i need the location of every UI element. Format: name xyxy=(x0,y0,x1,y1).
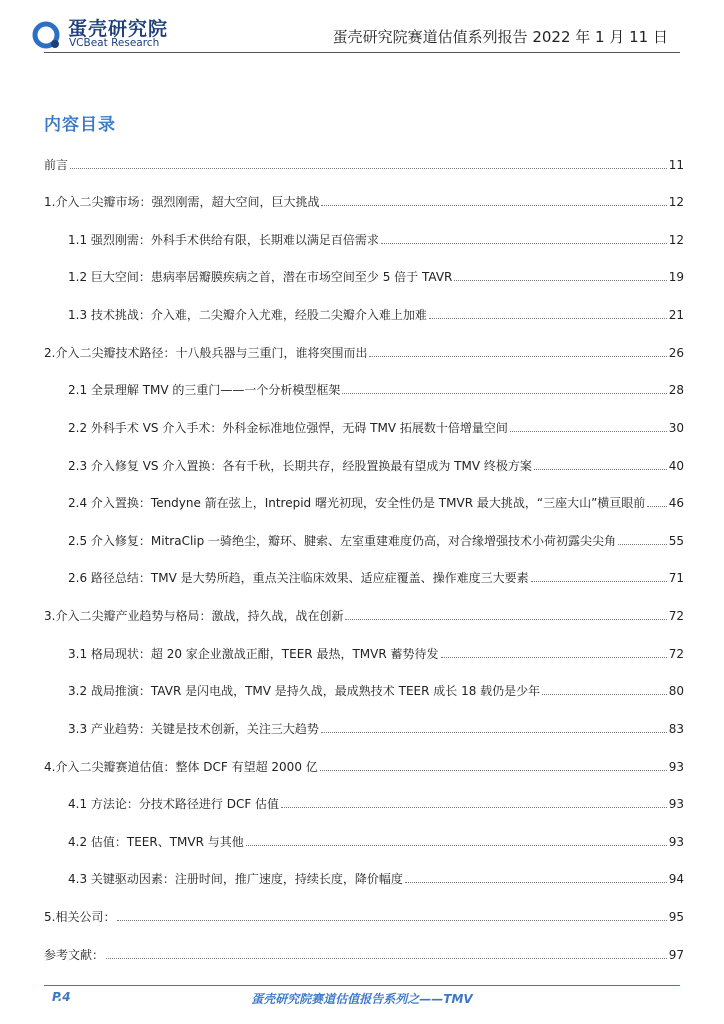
toc-entry-label: 2.3 介入修复 VS 介入置换：各有千秋，长期共存，经股置换最有望成为 TMV 终极方案 xyxy=(68,459,532,473)
toc-entry[interactable] xyxy=(68,682,684,700)
toc-leader-dots xyxy=(534,459,667,470)
toc-leader-dots xyxy=(246,835,667,846)
toc-entry[interactable] xyxy=(68,457,684,475)
toc-entry[interactable] xyxy=(68,381,684,399)
toc-entry[interactable] xyxy=(44,607,684,625)
toc-entry[interactable] xyxy=(44,758,684,776)
toc-leader-dots xyxy=(70,158,667,169)
toc-entry-label: 4.1 方法论：分技术路径进行 DCF 估值 xyxy=(68,797,280,811)
toc-entry[interactable] xyxy=(68,833,684,851)
toc-leader-dots xyxy=(117,910,666,921)
toc-entry-label: 3.1 格局现状：超 20 家企业激战正酣，TEER 最热，TMVR 蓄势待发 xyxy=(68,647,439,661)
toc-entry[interactable] xyxy=(68,494,684,512)
vcbeat-logo-icon xyxy=(32,20,62,50)
logo-chinese-name: 蛋壳研究院 xyxy=(68,18,169,40)
toc-entry-label: 3.介入二尖瓣产业趋势与格局：激战，持久战，战在创新 xyxy=(44,609,344,623)
toc-entry[interactable] xyxy=(68,532,684,550)
toc-entry-page: 28 xyxy=(668,383,684,397)
toc-entry[interactable] xyxy=(44,344,684,362)
toc-leader-dots xyxy=(342,383,666,394)
toc-entry-page: 19 xyxy=(668,270,684,284)
toc-leader-dots xyxy=(369,346,666,357)
toc-entry-label: 4.3 关键驱动因素：注册时间，推广速度，持续长度，降价幅度 xyxy=(68,872,403,886)
toc-entry-page: 46 xyxy=(668,496,684,510)
toc-entry[interactable] xyxy=(68,795,684,813)
footer-divider xyxy=(44,985,680,986)
toc-entry[interactable] xyxy=(68,268,684,286)
toc-entry-label: 2.4 介入置换：Tendyne 箭在弦上，Intrepid 曙光初现，安全性仍是 TMVR 最大挑战，“三座大山”横亘眼前 xyxy=(68,496,646,510)
toc-entry[interactable] xyxy=(44,156,684,174)
toc-entry-page: 93 xyxy=(668,760,684,774)
toc-leader-dots xyxy=(281,797,667,808)
toc-entry-page: 21 xyxy=(668,308,684,322)
toc-leader-dots xyxy=(510,421,667,432)
toc-entry-label: 4.2 估值：TEER、TMVR 与其他 xyxy=(68,835,244,849)
toc-entry-page: 26 xyxy=(668,346,684,360)
toc-leader-dots xyxy=(405,872,667,883)
toc-entry[interactable] xyxy=(68,870,684,888)
toc-leader-dots xyxy=(647,496,666,507)
toc-leader-dots xyxy=(321,195,666,206)
toc-entry[interactable] xyxy=(44,193,684,211)
toc-entry-label: 前言 xyxy=(44,158,69,172)
toc-entry-label: 2.介入二尖瓣技术路径：十八般兵器与三重门，谁将突围而出 xyxy=(44,346,368,360)
toc-title: 内容目录 xyxy=(44,115,116,135)
toc-leader-dots xyxy=(321,722,667,733)
toc-entry-page: 12 xyxy=(668,195,684,209)
report-title: 蛋壳研究院赛道估值系列报告 2022 年 1 月 11 日 xyxy=(332,28,668,46)
toc-entry-page: 72 xyxy=(668,609,684,623)
toc-entry-label: 4.介入二尖瓣赛道估值：整体 DCF 有望超 2000 亿 xyxy=(44,760,318,774)
toc-entry-label: 1.3 技术挑战：介入难，二尖瓣介入尤难，经股二尖瓣介入难上加难 xyxy=(68,308,427,322)
toc-entry-label: 2.6 路径总结：TMV 是大势所趋，重点关注临床效果、适应症覆盖、操作难度三大要素 xyxy=(68,571,529,585)
toc-entry-page: 93 xyxy=(668,797,684,811)
toc-entry-page: 80 xyxy=(668,684,684,698)
toc-entry-label: 2.1 全景理解 TMV 的三重门——一个分析模型框架 xyxy=(68,383,341,397)
toc-entry-page: 11 xyxy=(668,158,684,172)
toc-leader-dots xyxy=(381,233,667,244)
toc-entry-page: 72 xyxy=(668,647,684,661)
toc-entry-label: 5.相关公司： xyxy=(44,910,116,924)
toc-leader-dots xyxy=(429,308,667,319)
toc-entry-page: 94 xyxy=(668,872,684,886)
toc-entry-label: 1.2 巨大空间：患病率居瓣膜疾病之首，潜在市场空间至少 5 倍于 TAVR xyxy=(68,270,453,284)
toc-entry[interactable] xyxy=(44,908,684,926)
toc-leader-dots xyxy=(345,609,666,620)
toc-entry-page: 95 xyxy=(668,910,684,924)
toc-entry-page: 83 xyxy=(668,722,684,736)
toc-entry[interactable] xyxy=(68,645,684,663)
toc-entry-page: 97 xyxy=(668,948,684,962)
toc-entry-label: 参考文献： xyxy=(44,948,105,962)
toc-entry-label: 2.2 外科手术 VS 介入手术：外科金标准地位强悍，无碍 TMV 拓展数十倍增量空间 xyxy=(68,421,508,435)
toc-entry-label: 1.1 强烈刚需：外科手术供给有限，长期难以满足百倍需求 xyxy=(68,233,379,247)
toc-entry-page: 30 xyxy=(668,421,684,435)
logo-english-name: VCBeat Research xyxy=(69,37,160,49)
toc-entry[interactable] xyxy=(68,720,684,738)
toc-entry-label: 3.3 产业趋势：关键是技术创新，关注三大趋势 xyxy=(68,722,319,736)
toc-leader-dots xyxy=(531,571,667,582)
toc-leader-dots xyxy=(441,647,667,658)
toc-entry-page: 12 xyxy=(668,233,684,247)
toc-entry[interactable] xyxy=(68,231,684,249)
toc-entry-page: 40 xyxy=(668,459,684,473)
toc-entry-page: 71 xyxy=(668,571,684,585)
page-number: P.4 xyxy=(52,990,71,1004)
toc-entry-label: 3.2 战局推演：TAVR 是闪电战，TMV 是持久战，最成熟技术 TEER 成长 18 载仍是少年 xyxy=(68,684,541,698)
header-divider xyxy=(44,52,680,53)
footer-series-title: 蛋壳研究院赛道估值报告系列之——TMV xyxy=(251,992,473,1006)
toc-entry-page: 55 xyxy=(668,534,684,548)
toc-leader-dots xyxy=(542,684,667,695)
toc-entry[interactable] xyxy=(68,419,684,437)
page-header xyxy=(0,0,724,56)
toc-entry[interactable] xyxy=(68,306,684,324)
toc-leader-dots xyxy=(454,270,666,281)
toc-entry[interactable] xyxy=(44,946,684,964)
toc-entry-page: 93 xyxy=(668,835,684,849)
toc-entry-label: 1.介入二尖瓣市场：强烈刚需，超大空间，巨大挑战 xyxy=(44,195,320,209)
toc-entry[interactable] xyxy=(68,569,684,587)
toc-leader-dots xyxy=(618,534,667,545)
toc-leader-dots xyxy=(320,760,667,771)
toc-leader-dots xyxy=(106,948,667,959)
toc-entry-label: 2.5 介入修复：MitraClip 一骑绝尘，瓣环、腱索、左室重建难度仍高，对合缘增强技术小荷初露尖尖角 xyxy=(68,534,617,548)
